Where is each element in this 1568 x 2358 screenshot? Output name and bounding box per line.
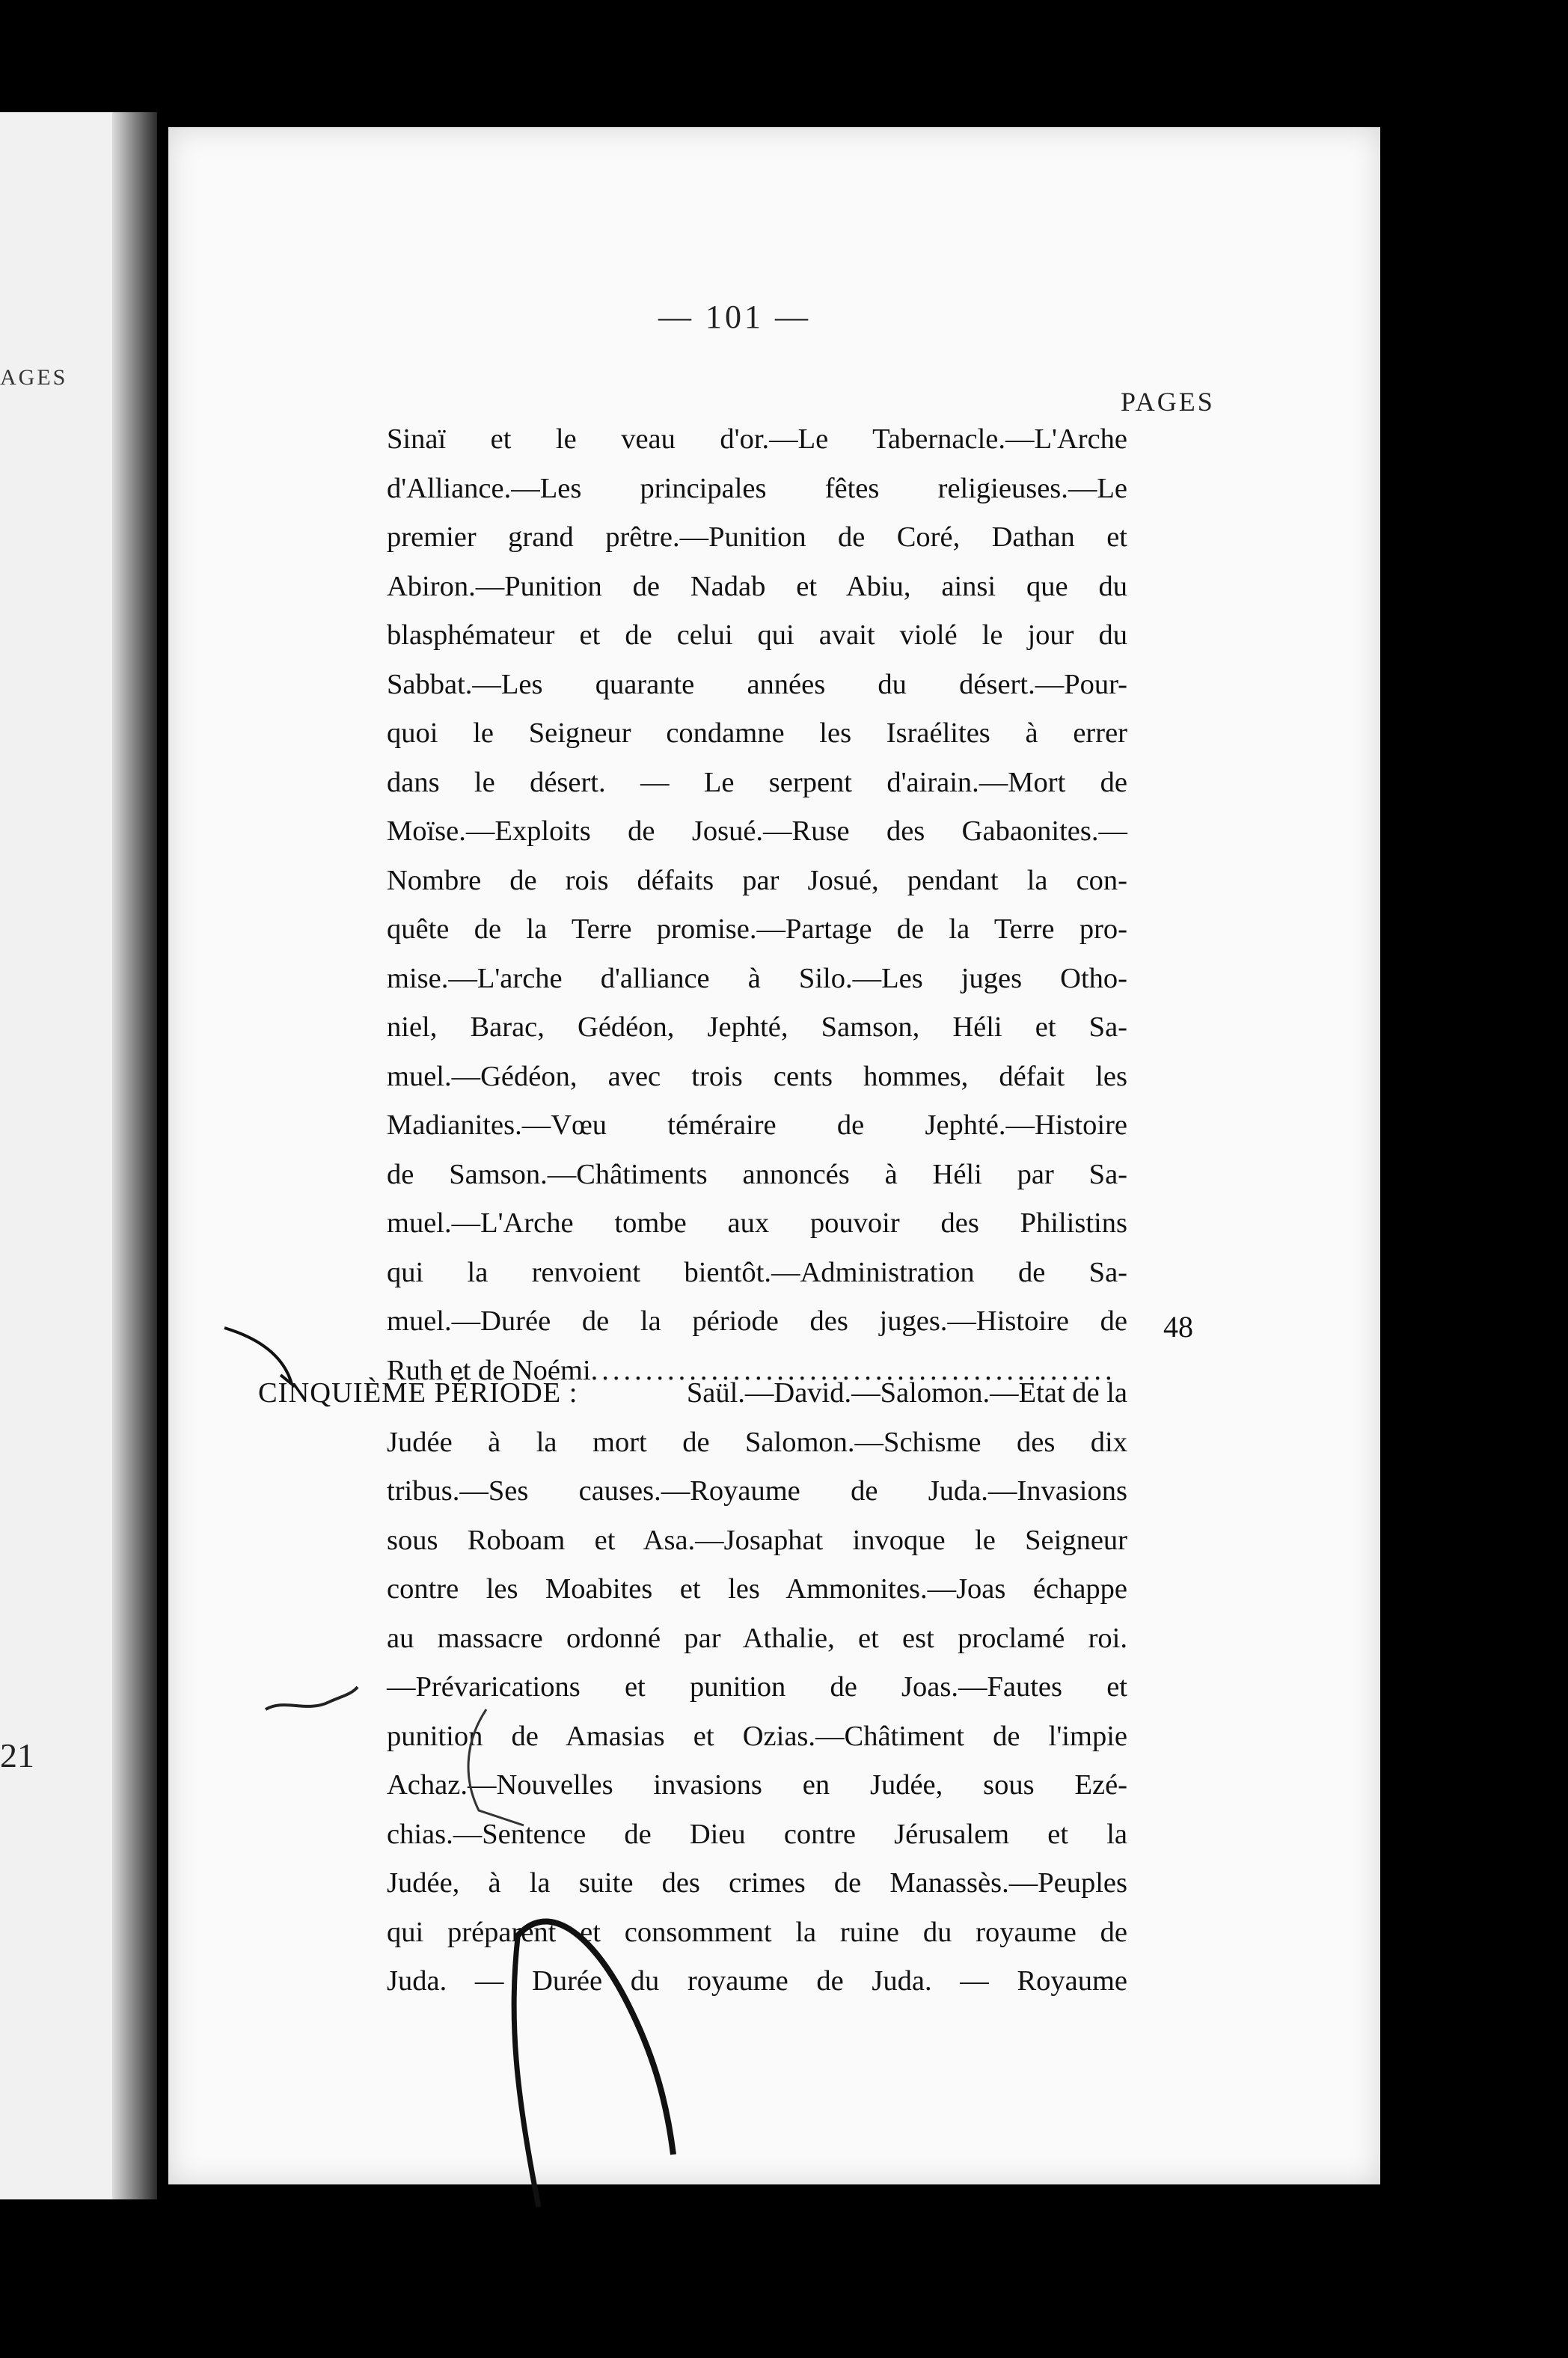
text-line: de Samson.—Châtiments annoncés à Héli par Sa-: [387, 1158, 1127, 1190]
text-line: chias.—Sentence de Dieu contre Jérusalem et la: [387, 1818, 1127, 1850]
text-line: punition de Amasias et Ozias.—Châtiment de l'impie: [387, 1720, 1127, 1752]
text-line: Sabbat.—Les quarante années du désert.—Pour-: [387, 668, 1127, 700]
page-number: — 101 —: [658, 298, 811, 335]
page-reference: 48: [1163, 1310, 1193, 1344]
text-line: blasphémateur et de celui qui avait violé le jour du: [387, 619, 1127, 651]
text-line: Moïse.—Exploits de Josué.—Ruse des Gabaonites.—: [387, 815, 1127, 847]
pen-mark-arrow: [224, 1328, 292, 1384]
text-line: Saül.—David.—Salomon.—Etat de la: [686, 1377, 1127, 1409]
text-line: au massacre ordonné par Athalie, et est proclamé roi.: [387, 1622, 1127, 1654]
text-line: muel.—Durée de la période des juges.—Histoire de: [387, 1305, 1127, 1337]
text-line: dans le désert. — Le serpent d'airain.—Mort de: [387, 766, 1127, 798]
left-running-head: AGES: [0, 365, 68, 390]
text-line: Ruth et de Noémi: [387, 1354, 591, 1386]
left-margin-number: 21: [0, 1736, 34, 1774]
text-line: Sinaï et le veau d'or.—Le Tabernacle.—L'Arche: [387, 423, 1127, 455]
text-line: tribus.—Ses causes.—Royaume de Juda.—Invasions: [387, 1475, 1127, 1507]
pen-mark-bracket: [468, 1709, 524, 1825]
text-line: sous Roboam et Asa.—Josaphat invoque le Seigneur: [387, 1524, 1127, 1556]
text-line: —Prévarications et punition de Joas.—Fautes et: [387, 1671, 1127, 1703]
text-line: qui la renvoient bientôt.—Administration de Sa-: [387, 1256, 1127, 1288]
text-line: Achaz.—Nouvelles invasions en Judée, sous Ezé-: [387, 1769, 1127, 1801]
text-line: Judée à la mort de Salomon.—Schisme des dix: [387, 1426, 1127, 1458]
pen-mark-squiggle: [266, 1687, 358, 1709]
pen-mark-stroke: [514, 1938, 539, 2207]
text-line: Nombre de rois défaits par Josué, pendant la con-: [387, 864, 1127, 896]
text-line: mise.—L'arche d'alliance à Silo.—Les juges Otho-: [387, 962, 1127, 994]
pages-column-header: PAGES: [1121, 387, 1215, 417]
text-line: muel.—L'Arche tombe aux pouvoir des Philistins: [387, 1207, 1127, 1239]
text-line: Juda. — Durée du royaume de Juda. — Royaume: [387, 1965, 1127, 1997]
text-line: quoi le Seigneur condamne les Israélites à errer: [387, 717, 1127, 749]
text-line: Judée, à la suite des crimes de Manassès.—Peuples: [387, 1867, 1127, 1899]
text-line: qui préparent et consomment la ruine du royaume de: [387, 1916, 1127, 1948]
period-heading: CINQUIÈME PÉRIODE :: [258, 1377, 578, 1409]
text-line: Madianites.—Vœu téméraire de Jephté.—Histoire: [387, 1109, 1127, 1141]
pen-mark-curve: [516, 1921, 673, 2155]
text-line: Abiron.—Punition de Nadab et Abiu, ainsi que du: [387, 570, 1127, 602]
text-line: muel.—Gédéon, avec trois cents hommes, défait les: [387, 1060, 1127, 1092]
text-line: niel, Barac, Gédéon, Jephté, Samson, Héli et Sa-: [387, 1011, 1127, 1043]
text-line: d'Alliance.—Les principales fêtes religieuses.—Le: [387, 472, 1127, 504]
text-line: premier grand prêtre.—Punition de Coré, Dathan et: [387, 521, 1127, 553]
text-line: quête de la Terre promise.—Partage de la Terre pro-: [387, 913, 1127, 945]
dot-leader: ................................................: [590, 1354, 1116, 1386]
text-line: contre les Moabites et les Ammonites.—Joas échappe: [387, 1573, 1127, 1605]
